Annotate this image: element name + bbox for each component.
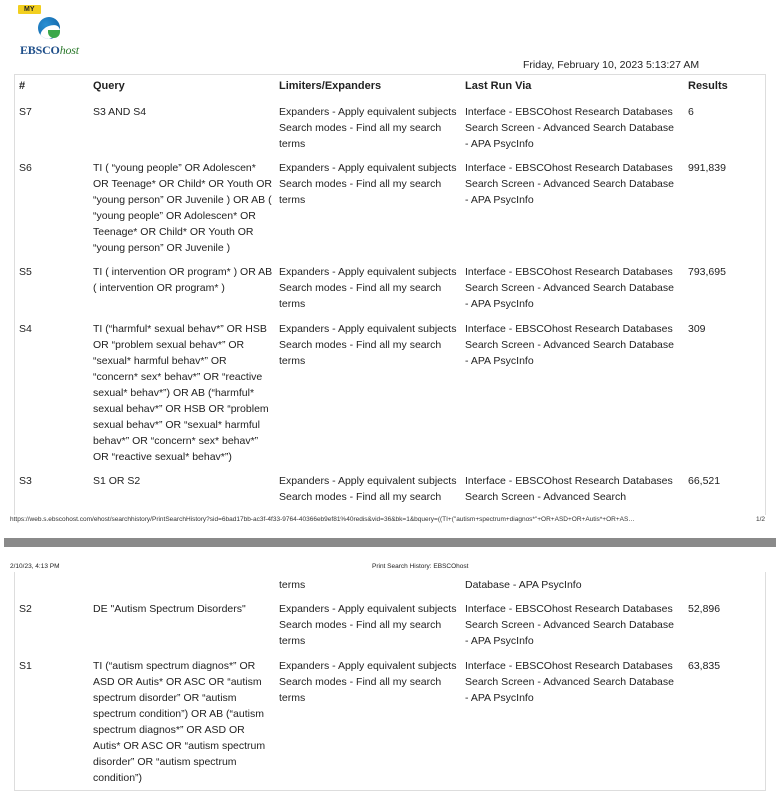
- row-last-run: Interface - EBSCOhost Research Databases Search Screen - Advanced Search Database - APA PsycInfo: [465, 660, 674, 704]
- row-results: 6: [688, 106, 694, 118]
- brand-wordmark: EBSCOhost: [20, 43, 79, 57]
- row-last-run: Interface - EBSCOhost Research Databases Search Screen - Advanced Search Database - APA PsycInfo: [465, 162, 674, 206]
- row-limiters: Expanders - Apply equivalent subjects Search modes - Find all my search terms: [279, 106, 457, 150]
- row-id: S4: [19, 323, 32, 335]
- row-id: S2: [19, 603, 32, 615]
- row-limiters: Expanders - Apply equivalent subjects Search modes - Find all my search: [279, 475, 457, 503]
- row-last-run: Interface - EBSCOhost Research Databases Search Screen - Advanced Search Database - APA PsycInfo: [465, 266, 674, 310]
- row-results: 793,695: [688, 266, 726, 278]
- column-header-number: #: [19, 80, 26, 92]
- row-query: TI (“harmful* sexual behav*” OR HSB OR “problem sexual behav*” OR “sexual* harmful behav*” OR “concern* sex* behav*” OR “reactive sexual* behav*”) OR AB (“harmful* sexual behav*” OR HSB OR “problem sexual behav*” OR “sexual* harmful behav*” OR “concern* sex* behav*” OR “reactive sexual* behav*”): [93, 323, 269, 463]
- ebscohost-logo[interactable]: [18, 5, 98, 60]
- globe-leaf-icon: [48, 30, 60, 38]
- column-header-last-run: Last Run Via: [465, 80, 532, 92]
- row-limiters: Expanders - Apply equivalent subjects Search modes - Find all my search terms: [279, 266, 457, 310]
- page-separator: [4, 538, 776, 547]
- row-last-run: Interface - EBSCOhost Research Databases Search Screen - Advanced Search: [465, 475, 673, 503]
- row-limiters: Expanders - Apply equivalent subjects Search modes - Find all my search terms: [279, 162, 457, 206]
- row-query: DE "Autism Spectrum Disorders": [93, 603, 246, 615]
- row-id: S1: [19, 660, 32, 672]
- row-last-run: Interface - EBSCOhost Research Databases Search Screen - Advanced Search Database - APA PsycInfo: [465, 603, 674, 647]
- print-datetime: Friday, February 10, 2023 5:13:27 AM: [523, 59, 700, 71]
- print-url[interactable]: https://web.s.ebscohost.com/ehost/searchhistory/PrintSearchHistory?sid=6bad17bb-ac3f-4f33-9764-40366eb9ef81%40redis&vid=36&bk=1&bquery=((TI+("autism+spectrum+diagnos*"+OR+ASD+OR+Autis*+OR+AS…: [10, 516, 635, 523]
- row-query: TI ( intervention OR program* ) OR AB ( intervention OR program* ): [93, 266, 273, 294]
- column-header-results: Results: [688, 80, 728, 92]
- row-results: 991,839: [688, 162, 726, 174]
- my-badge: MY: [18, 5, 41, 14]
- row-limiters: Expanders - Apply equivalent subjects Search modes - Find all my search terms: [279, 603, 457, 647]
- row-results: 63,835: [688, 660, 721, 672]
- row-query: TI (“autism spectrum diagnos*” OR ASD OR Autis* OR ASC OR “autism spectrum disorder” OR “autism spectrum condition”) OR AB (“autism spectrum diagnos*” OR ASD OR Autis* OR ASC OR “autism spectrum disorder” OR “autism spectrum condition”): [93, 660, 266, 784]
- row-limiters: Expanders - Apply equivalent subjects Search modes - Find all my search terms: [279, 660, 457, 704]
- row-last-run: Interface - EBSCOhost Research Databases Search Screen - Advanced Search Database - APA PsycInfo: [465, 323, 674, 367]
- print-timestamp: 2/10/23, 4:13 PM: [10, 563, 60, 570]
- row-limiters: Expanders - Apply equivalent subjects Search modes - Find all my search terms: [279, 323, 457, 367]
- page-footer: [10, 516, 765, 523]
- row-last-run: Database - APA PsycInfo: [465, 579, 582, 591]
- row-query: TI ( “young people” OR Adolescen* OR Teenage* OR Child* OR Youth OR “young person” OR Juvenile ) OR AB ( “young people” OR Adolescen* OR Teenage* OR Child* OR Youth OR “young person” OR Juvenile ): [93, 162, 272, 254]
- row-query: S3 AND S4: [93, 106, 147, 118]
- print-title: Print Search History: EBSCOhost: [372, 563, 469, 570]
- row-id: S3: [19, 475, 32, 487]
- row-results: 66,521: [688, 475, 721, 487]
- column-header-limiters: Limiters/Expanders: [279, 80, 382, 92]
- row-id: S7: [19, 106, 32, 118]
- column-header-query: Query: [93, 80, 125, 92]
- page-number: 1/2: [755, 516, 765, 523]
- row-id: S6: [19, 162, 32, 174]
- row-results: 309: [688, 323, 706, 335]
- row-last-run: Interface - EBSCOhost Research Databases Search Screen - Advanced Search Database - APA PsycInfo: [465, 106, 674, 150]
- row-id: S5: [19, 266, 32, 278]
- row-query: S1 OR S2: [93, 475, 141, 487]
- row-limiters: terms: [279, 579, 306, 591]
- row-results: 52,896: [688, 603, 721, 615]
